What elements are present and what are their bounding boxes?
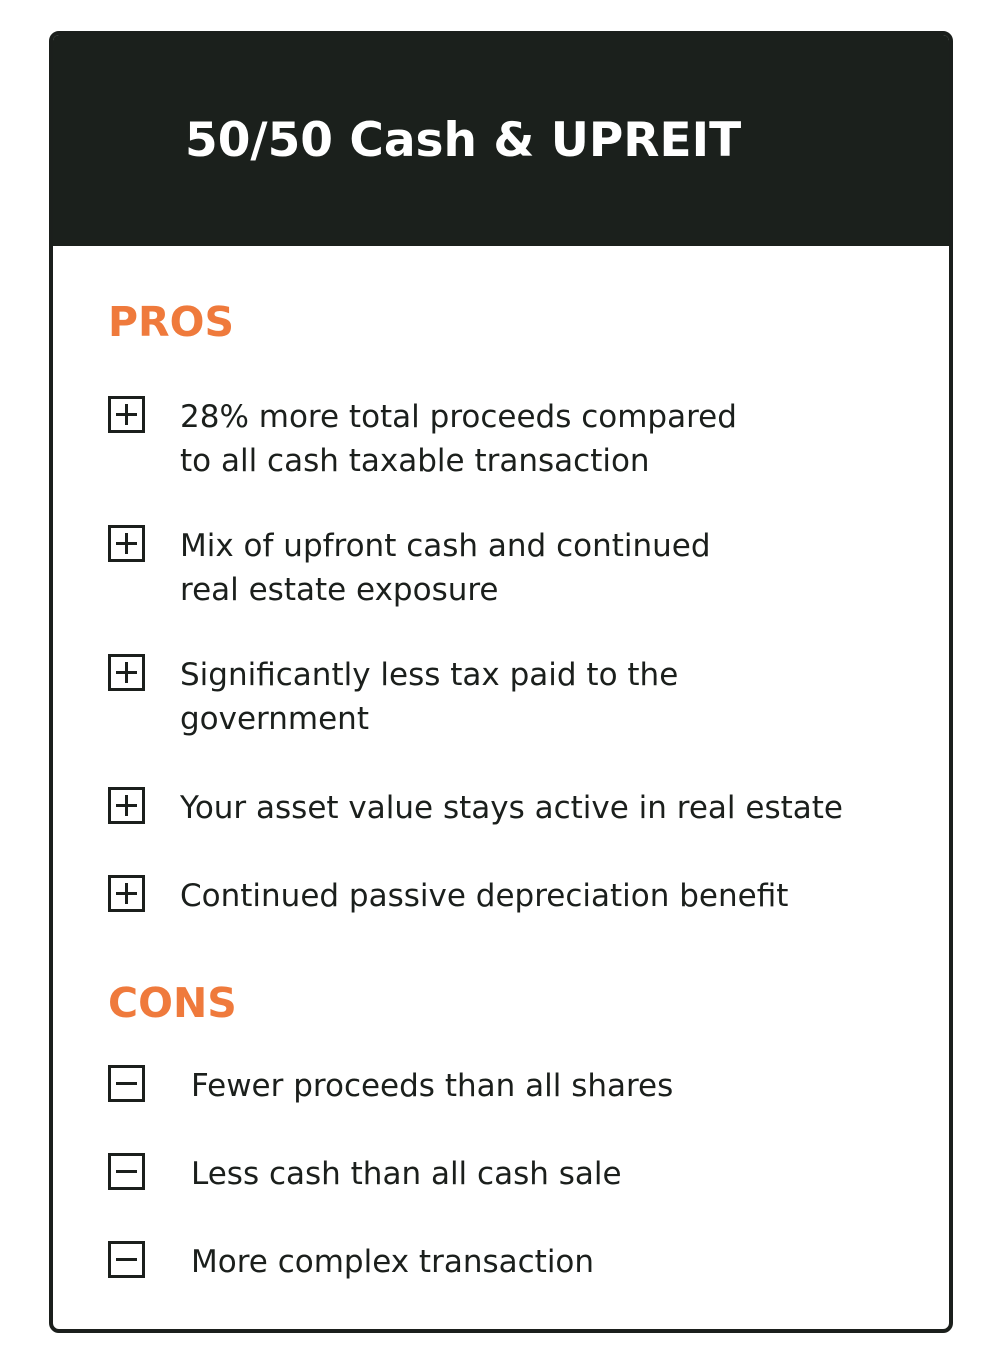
cons-item-text xyxy=(191,1152,622,1196)
pros-heading: PROS xyxy=(108,298,235,346)
cons-item-line: More complex transaction xyxy=(191,1244,595,1280)
card-header xyxy=(53,35,949,246)
plus-box-icon xyxy=(108,654,145,691)
comparison-card xyxy=(49,31,953,1333)
pros-item-text xyxy=(180,874,788,918)
cons-heading: CONS xyxy=(108,979,237,1027)
pros-item-text xyxy=(180,395,737,483)
pros-item-line: to all cash taxable transaction xyxy=(180,443,650,479)
pros-item-line: Significantly less tax paid to the xyxy=(180,657,679,693)
pros-item-line: real estate exposure xyxy=(180,572,499,608)
cons-item-text xyxy=(191,1240,594,1284)
pros-item-text xyxy=(180,786,843,830)
pros-item-line: government xyxy=(180,701,369,737)
minus-box-icon xyxy=(108,1153,145,1190)
cons-item-line: Fewer proceeds than all shares xyxy=(191,1068,674,1104)
minus-box-icon xyxy=(108,1065,145,1102)
plus-box-icon xyxy=(108,787,145,824)
plus-box-icon xyxy=(108,525,145,562)
plus-box-icon xyxy=(108,875,145,912)
pros-item-line: 28% more total proceeds compared xyxy=(180,399,737,435)
pros-item-line: Your asset value stays active in real estate xyxy=(180,790,843,826)
pros-item-line: Continued passive depreciation benefit xyxy=(180,878,789,914)
cons-item-text xyxy=(191,1064,673,1108)
pros-item-line: Mix of upfront cash and continued xyxy=(180,528,711,564)
card-title: 50/50 Cash & UPREIT xyxy=(185,113,742,168)
pros-item-text xyxy=(180,653,678,741)
pros-item-text xyxy=(180,524,711,612)
plus-box-icon xyxy=(108,396,145,433)
minus-box-icon xyxy=(108,1241,145,1278)
cons-item-line: Less cash than all cash sale xyxy=(191,1156,622,1192)
